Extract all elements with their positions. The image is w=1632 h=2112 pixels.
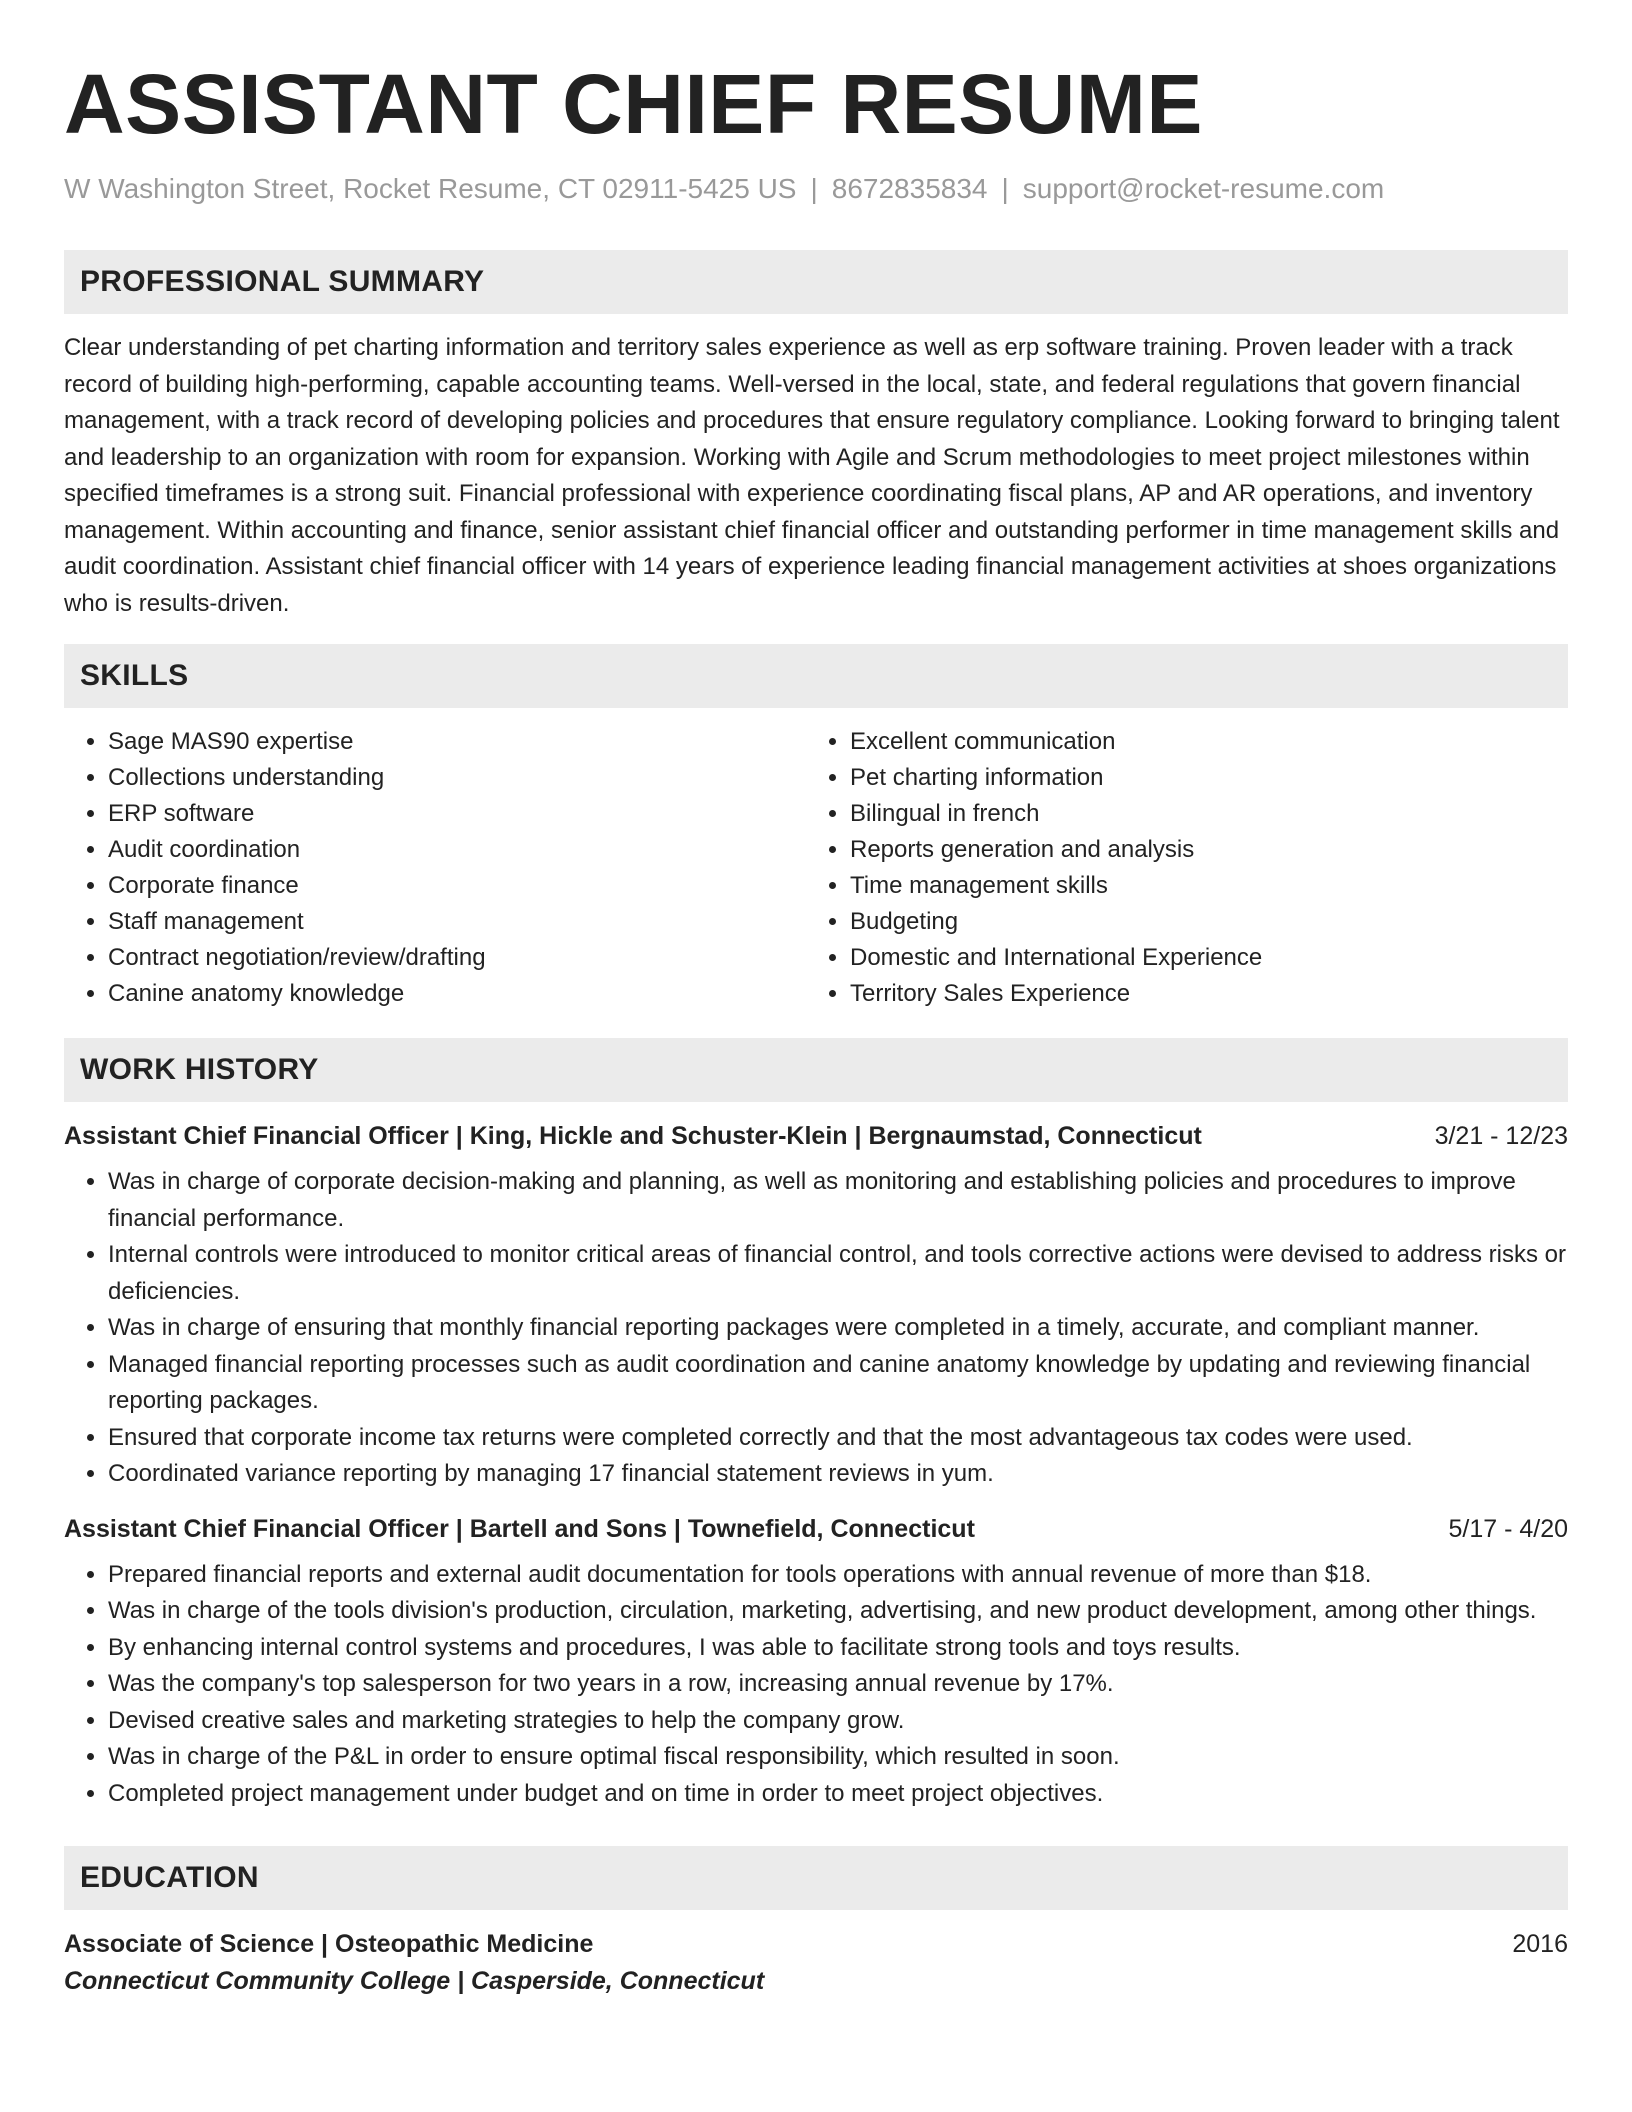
section-heading-skills: SKILLS [64, 644, 1568, 708]
skill-item: • Bilingual in french [850, 796, 1548, 832]
job-bullets [64, 1164, 1568, 1493]
skill-item: • Audit coordination [108, 832, 806, 868]
skill-item: • Corporate finance [108, 868, 806, 904]
job-bullet: • Was in charge of the P&L in order to ensure optimal fiscal responsibility, which resulted in soon. [108, 1739, 1568, 1776]
job-entry [64, 1511, 1568, 1813]
section-heading-work-history: WORK HISTORY [64, 1038, 1568, 1102]
skill-item: • Sage MAS90 expertise [108, 724, 806, 760]
skill-item: • Territory Sales Experience [850, 976, 1548, 1012]
skills-columns [64, 724, 1568, 1012]
job-title: Assistant Chief Financial Officer | Bartell and Sons | Townefield, Connecticut [64, 1514, 975, 1543]
job-header [64, 1118, 1568, 1154]
job-bullet: • Was the company's top salesperson for two years in a row, increasing annual revenue by 17%. [108, 1666, 1568, 1703]
skill-item: • Pet charting information [850, 760, 1548, 796]
skill-item: • Time management skills [850, 868, 1548, 904]
job-bullets [64, 1557, 1568, 1813]
skill-item: • Contract negotiation/review/drafting [108, 940, 806, 976]
contact-address: W Washington Street, Rocket Resume, CT 02911-5425 US [64, 173, 797, 204]
job-dates: 5/17 - 4/20 [1448, 1514, 1568, 1543]
job-entry [64, 1118, 1568, 1493]
job-bullet: • Was in charge of ensuring that monthly financial reporting packages were completed in a timely, accurate, and compliant manner. [108, 1310, 1568, 1347]
job-dates: 3/21 - 12/23 [1434, 1122, 1568, 1150]
education-header [64, 1926, 1568, 1962]
contact-email: support@rocket-resume.com [1022, 173, 1385, 204]
job-title: Assistant Chief Financial Officer | King, Hickle and Schuster-Klein | Bergnaumstad, Connecticut [64, 1122, 1202, 1150]
skill-item: • Reports generation and analysis [850, 832, 1548, 868]
job-bullet: • Internal controls were introduced to monitor critical areas of financial control, and tools corrective actions were devised to address risks or deficiencies. [108, 1237, 1568, 1310]
skills-list-left [64, 724, 806, 1012]
section-heading-education: EDUCATION [64, 1846, 1568, 1910]
skill-item: • Collections understanding [108, 760, 806, 796]
summary-text: Clear understanding of pet charting information and territory sales experience as well as erp software training. Proven leader with a track record of building high-performing, capable accounting teams. Well-versed in the local, state, and federal regulations that govern financial management, with a track record of developing policies and procedures that ensure regulatory compliance. Looking forward to bringing talent and leadership to an organization with room for expansion. Working with Agile and Scrum methodologies to meet project milestones within specified timeframes is a strong suit. Financial professional with experience coordinating fiscal plans, AP and AR operations, and inventory management. Within accounting and finance, senior assistant chief financial officer and outstanding performer in time management skills and audit coordination. Assistant chief financial officer with 14 years of experience leading financial management activities at shoes organizations who is results-driven. [64, 334, 1560, 617]
contact-line [64, 172, 1568, 206]
skills-list-right [806, 724, 1548, 1012]
job-bullet: • Was in charge of corporate decision-making and planning, as well as monitoring and establishing policies and procedures to improve financial performance. [108, 1164, 1568, 1237]
resume-title: ASSISTANT CHIEF RESUME [64, 57, 1203, 151]
resume-page [64, 0, 1568, 2000]
job-bullet: • Coordinated variance reporting by managing 17 financial statement reviews in yum. [108, 1456, 1568, 1493]
job-bullet: • Managed financial reporting processes such as audit coordination and canine anatomy knowledge by updating and reviewing financial reporting packages. [108, 1347, 1568, 1420]
skill-item: • Excellent communication [850, 724, 1548, 760]
education-year: 2016 [1512, 1930, 1568, 1958]
job-header [64, 1511, 1568, 1547]
job-bullet: • Completed project management under budget and on time in order to meet project objectives. [108, 1776, 1568, 1813]
job-bullet: • Was in charge of the tools division's production, circulation, marketing, advertising, and new product development, among other things. [108, 1593, 1568, 1630]
job-bullet: • By enhancing internal control systems and procedures, I was able to facilitate strong tools and toys results. [108, 1630, 1568, 1667]
section-heading-summary: PROFESSIONAL SUMMARY [64, 250, 1568, 314]
job-bullet: • Prepared financial reports and external audit documentation for tools operations with annual revenue of more than $18. [108, 1557, 1568, 1594]
contact-phone: 8672835834 [831, 173, 988, 204]
skill-item: • ERP software [108, 796, 806, 832]
education-degree: Associate of Science | Osteopathic Medicine [64, 1930, 594, 1958]
contact-separator: | [810, 173, 818, 204]
education-entry [64, 1926, 1568, 2000]
job-bullet: • Ensured that corporate income tax returns were completed correctly and that the most advantageous tax codes were used. [108, 1420, 1568, 1457]
contact-separator: | [1001, 173, 1009, 204]
skill-item: • Canine anatomy knowledge [108, 976, 806, 1012]
education-school: Connecticut Community College | Casperside, Connecticut [64, 1967, 765, 1995]
skill-item: • Budgeting [850, 904, 1548, 940]
skill-item: • Staff management [108, 904, 806, 940]
skill-item: • Domestic and International Experience [850, 940, 1548, 976]
job-bullet: • Devised creative sales and marketing strategies to help the company grow. [108, 1703, 1568, 1740]
